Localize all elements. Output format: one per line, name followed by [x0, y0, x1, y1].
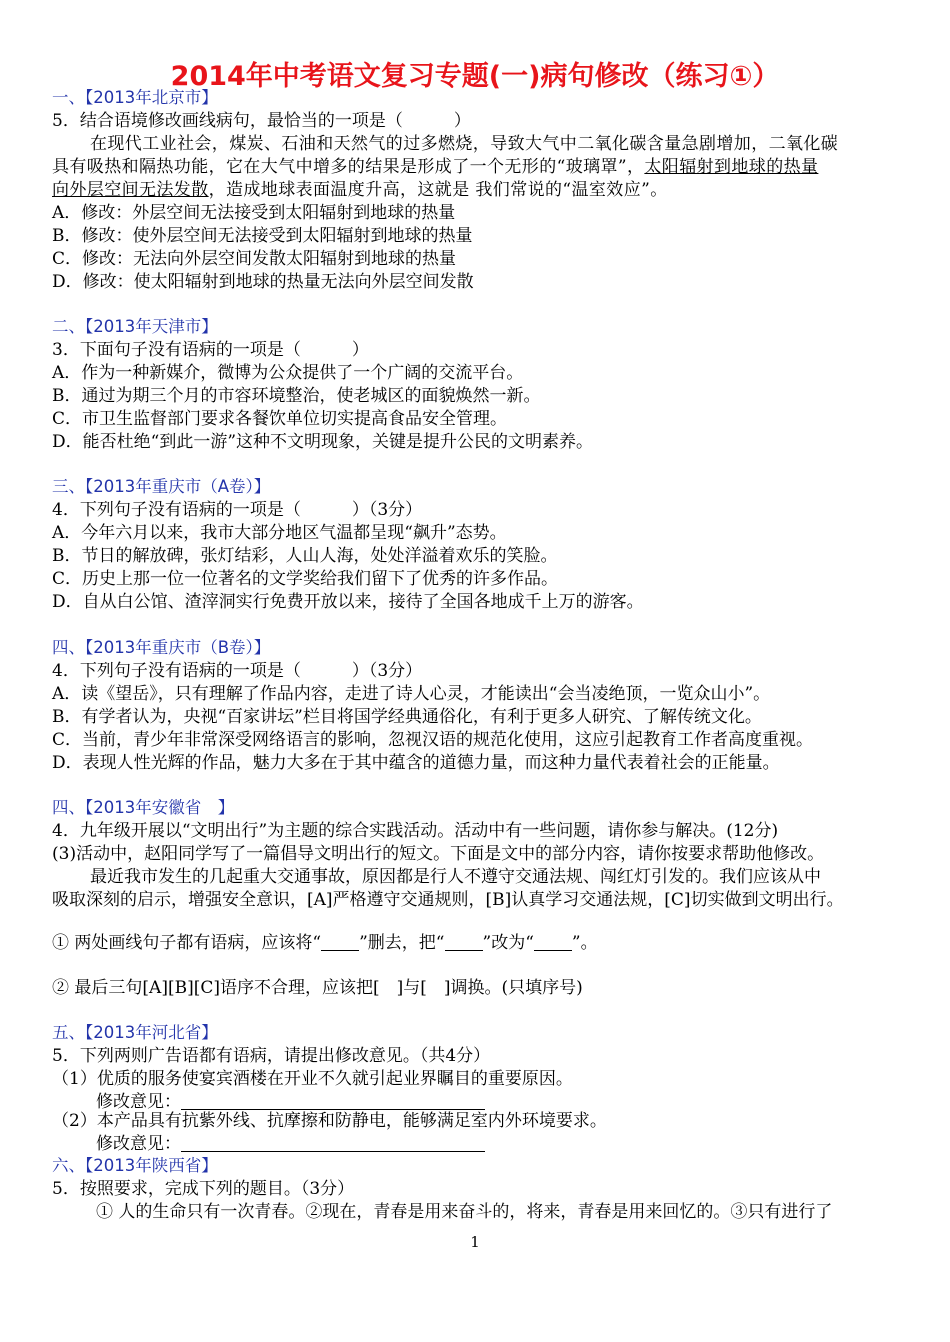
option-c: C．修改：无法向外层空间发散太阳辐射到地球的热量	[52, 249, 457, 269]
option-d: D．能否杜绝“到此一游”这种不文明现象，关键是提升公民的文明素养。	[52, 432, 594, 452]
section-header-anhui: 四、【2013年安徽省 】	[52, 798, 235, 817]
fill-blank-item-1: ① 两处画线句子都有语病，应该将“ ”删去，把“ ”改为“ ”。	[52, 933, 598, 953]
revision-line-2: 修改意见：	[96, 1133, 485, 1155]
option-d: D．修改：使太阳辐射到地球的热量无法向外层空间发散	[52, 272, 474, 292]
sub-question-text: (3)活动中，赵阳同学写了一篇倡导文明出行的短文。下面是文中的部分内容，请你按要求帮助他修改。	[52, 844, 825, 864]
answer-blank[interactable]	[445, 934, 483, 951]
option-b: B．修改：使外层空间无法接受到太阳辐射到地球的热量	[52, 226, 473, 246]
question-text: 5．按照要求，完成下列的题目。（3分）	[52, 1179, 355, 1199]
sub-question-text: （1）优质的服务使宴宾酒楼在开业不久就引起业界瞩目的重要原因。	[52, 1069, 573, 1089]
option-d: D．自从白公馆、渣滓洞实行免费开放以来，接待了全国各地成千上万的游客。	[52, 592, 644, 612]
revision-line-1: 修改意见：	[96, 1091, 485, 1113]
page-title: 2014年中考语文复习专题(一)病句修改（练习①）	[170, 61, 780, 92]
section-header-chongqing-b: 四、【2013年重庆市（B卷）】	[52, 638, 271, 657]
option-a: A．今年六月以来，我市大部分地区气温都呈现“飙升”态势。	[52, 523, 507, 543]
answer-line[interactable]	[181, 1135, 485, 1152]
passage-line: 吸取深刻的启示，增强安全意识，[A]严格遵守交通规则，[B]认真学习交通法规，[C]切实做到文明出行。	[52, 890, 844, 910]
option-d: D．表现人性光辉的作品，魅力大多在于其中蕴含的道德力量，而这种力量代表着社会的正能量。	[52, 753, 780, 773]
option-c: C．市卫生监督部门要求各餐饮单位切实提高食品安全管理。	[52, 409, 508, 429]
passage-line: 向外层空间无法发散，造成地球表面温度升高，这就是 我们常说的“温室效应”。	[52, 180, 668, 200]
fill-blank-item-2: ② 最后三句[A][B][C]语序不合理，应该把[ ]与[ ]调换。(只填序号)	[52, 978, 583, 998]
option-c: C．历史上那一位一位著名的文学奖给我们留下了优秀的许多作品。	[52, 569, 559, 589]
option-a: A．作为一种新媒介，微博为公众提供了一个广阔的交流平台。	[52, 363, 524, 383]
sub-question-text: （2）本产品具有抗紫外线、抗摩擦和防静电，能够满足室内外环境要求。	[52, 1111, 607, 1131]
passage-line: ① 人的生命只有一次青春。②现在，青春是用来奋斗的，将来，青春是用来回忆的。③只有进行了	[96, 1202, 833, 1222]
question-text: 5．下列两则广告语都有语病，请提出修改意见。（共4分）	[52, 1046, 491, 1066]
passage-line: 最近我市发生的几起重大交通事故，原因都是行人不遵守交通法规、闯红灯引发的。我们应该从中	[90, 867, 821, 887]
section-header-hebei: 五、【2013年河北省】	[52, 1023, 218, 1042]
passage-line: 具有吸热和隔热功能，它在大气中增多的结果是形成了一个无形的“玻璃罩”，太阳辐射到地球的热量	[52, 157, 819, 177]
question-text: 4．下列句子没有语病的一项是（ ）（3分）	[52, 500, 423, 520]
question-text: 4．九年级开展以“文明出行”为主题的综合实践活动。活动中有一些问题，请你参与解决。(12分)	[52, 821, 779, 841]
section-header-beijing: 一、【2013年北京市】	[52, 88, 218, 107]
answer-blank[interactable]	[534, 934, 572, 951]
option-b: B．有学者认为，央视“百家讲坛”栏目将国学经典通俗化，有利于更多人研究、了解传统文化。	[52, 707, 762, 727]
section-header-tianjin: 二、【2013年天津市】	[52, 317, 218, 336]
underlined-sentence: 向外层空间无法发散	[52, 180, 209, 200]
page-number: 1	[470, 1233, 480, 1251]
answer-blank[interactable]	[321, 934, 359, 951]
option-c: C．当前，青少年非常深受网络语言的影响，忽视汉语的规范化使用，这应引起教育工作者高度重视。	[52, 730, 814, 750]
section-header-chongqing-a: 三、【2013年重庆市（A卷）】	[52, 477, 271, 496]
option-a: A．读《望岳》，只有理解了作品内容，走进了诗人心灵，才能读出“会当凌绝顶，一览众山小”。	[52, 684, 771, 704]
passage-line: 在现代工业社会，煤炭、石油和天然气的过多燃烧，导致大气中二氧化碳含量急剧增加，二氧化碳	[90, 134, 839, 154]
option-b: B．节日的解放碑，张灯结彩，人山人海，处处洋溢着欢乐的笑脸。	[52, 546, 558, 566]
section-header-shaanxi: 六、【2013年陕西省】	[52, 1156, 218, 1175]
question-text: 5．结合语境修改画线病句，最恰当的一项是（ ）	[52, 111, 471, 131]
option-a: A．修改：外层空间无法接受到太阳辐射到地球的热量	[52, 203, 456, 223]
question-text: 3．下面句子没有语病的一项是（ ）	[52, 340, 369, 360]
answer-line[interactable]	[181, 1093, 485, 1110]
option-b: B．通过为期三个月的市容环境整治，使老城区的面貌焕然一新。	[52, 386, 541, 406]
question-text: 4．下列句子没有语病的一项是（ ）（3分）	[52, 661, 423, 681]
underlined-sentence: 太阳辐射到地球的热量	[644, 157, 819, 177]
